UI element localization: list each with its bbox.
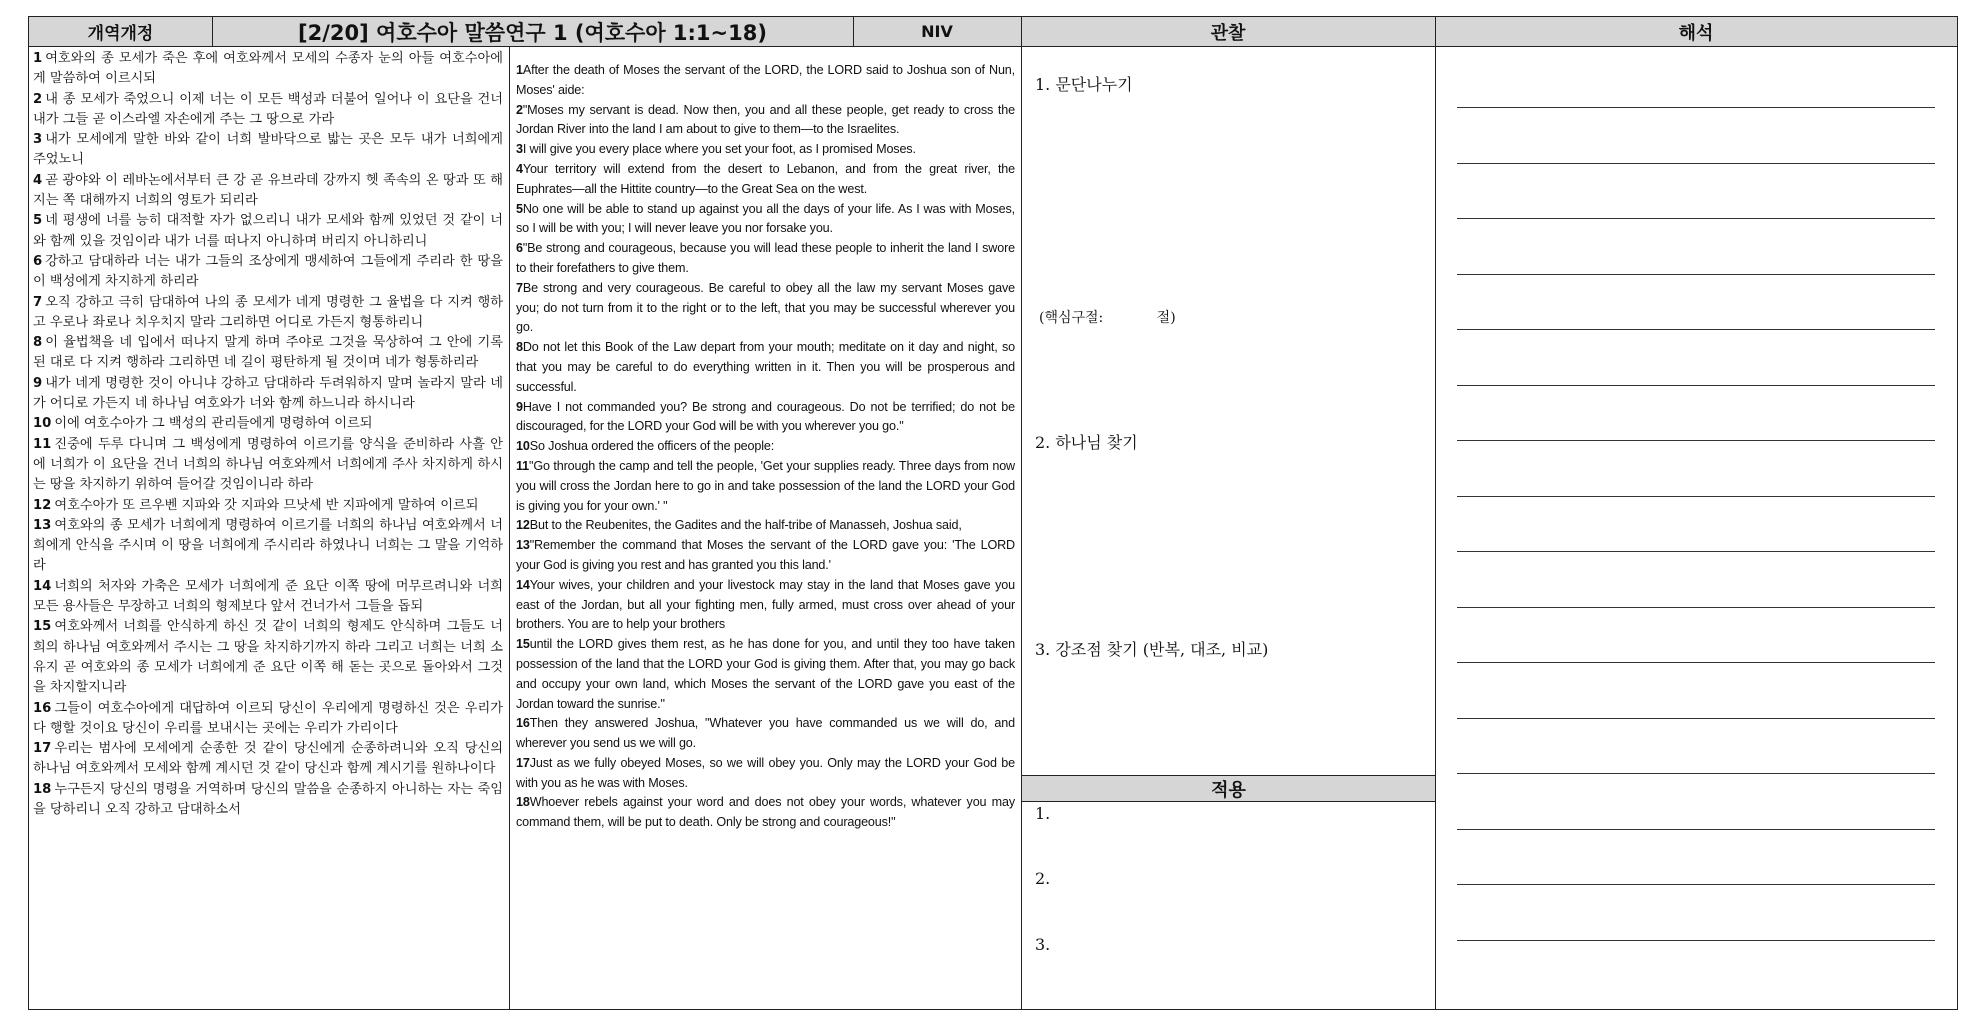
- header-version-right-text: NIV: [921, 22, 953, 41]
- korean-verse: [33, 739, 503, 780]
- niv-verse-text: I will give you every place where you set your foot, as I promised Moses.: [522, 142, 916, 157]
- niv-verse-number: 7: [516, 280, 523, 295]
- niv-verse-number: 14: [516, 577, 530, 592]
- interpretation-line: [1457, 940, 1935, 941]
- korean-verse: [33, 780, 503, 821]
- korean-verse-number: 1: [33, 51, 43, 66]
- niv-verse-number: 9: [516, 399, 523, 414]
- interpretation-line: [1457, 163, 1935, 164]
- niv-verse-number: 16: [516, 716, 530, 731]
- divider-observation-interpretation: [1435, 17, 1436, 1009]
- niv-verse-text: Just as we fully obeyed Moses, so we will obey you. Only may the LORD your God be with you as he was with Moses.: [516, 755, 1015, 790]
- interpretation-line: [1457, 218, 1935, 219]
- niv-verse-list: [516, 61, 1015, 833]
- korean-verse-number: 11: [33, 436, 52, 452]
- niv-verse-number: 11: [516, 458, 530, 473]
- header-interpretation: [1435, 17, 1957, 47]
- niv-verse: [516, 338, 1015, 397]
- niv-verse: [516, 576, 1015, 635]
- niv-verse: [516, 239, 1015, 279]
- niv-verse: [516, 140, 1015, 160]
- divider-korean-niv: [509, 47, 510, 1009]
- korean-verse-list: [33, 49, 503, 820]
- korean-verse: [33, 617, 503, 698]
- application-item-1: 1.: [1035, 804, 1051, 823]
- header-observation: [1021, 17, 1435, 47]
- niv-verse: [516, 200, 1015, 240]
- niv-verse: [516, 635, 1015, 714]
- korean-verse-text: 오직 강하고 극히 담대하여 나의 종 모세가 네게 명령한 그 율법을 다 지켜 행하고 우로나 좌로나 치우치지 말라 그리하면 어디로 가든지 형통하리니: [33, 294, 503, 330]
- header-version-right: [853, 17, 1021, 47]
- korean-verse: [33, 699, 503, 740]
- divider-niv-right: [853, 17, 854, 47]
- korean-verse: [33, 171, 503, 212]
- niv-verse-text: Be strong and very courageous. Be careful to obey all the law my servant Moses gave you; do not turn from it to the right or to the left, that you may be successful wherever you go.: [516, 280, 1015, 335]
- interpretation-line: [1457, 607, 1935, 608]
- niv-verse-number: 17: [516, 755, 530, 770]
- korean-verse: [33, 49, 503, 90]
- niv-verse: [516, 536, 1015, 576]
- korean-verse: [33, 211, 503, 252]
- korean-verse-text: 그들이 여호수아에게 대답하여 이르되 당신이 우리에게 명령하신 것은 우리가 다 행할 것이요 당신이 우리를 보내시는 곳에는 우리가 가리이다: [33, 700, 503, 736]
- niv-verse-number: 13: [516, 538, 530, 553]
- niv-verse-number: 4: [516, 161, 523, 176]
- niv-verse-text: Your wives, your children and your livestock may stay in the land that Moses gave you east of the Jordan, but all your fighting men, fully armed, must cross over ahead of your brothers. You are to help your brothers: [516, 577, 1015, 632]
- korean-verse-number: 9: [33, 375, 43, 391]
- application-header: [1022, 776, 1435, 802]
- divider-title-left: [212, 17, 213, 47]
- korean-verse-number: 7: [33, 294, 43, 310]
- niv-verse-text: "Moses my servant is dead. Now then, you and all these people, get ready to cross the Jordan River into the land I am about to give to them—to the Israelites.: [516, 102, 1015, 137]
- korean-verse-number: 17: [33, 741, 52, 757]
- korean-verse-number: 12: [33, 497, 52, 513]
- niv-verse-number: 5: [516, 201, 523, 216]
- korean-verse-number: 2: [33, 91, 43, 107]
- korean-verse: [33, 414, 503, 434]
- korean-verse: [33, 516, 503, 577]
- niv-verse-number: 2: [516, 102, 523, 117]
- korean-verse-number: 3: [33, 132, 43, 148]
- interpretation-line: [1457, 496, 1935, 497]
- interpretation-line: [1457, 551, 1935, 552]
- niv-verse-number: 18: [516, 795, 530, 810]
- niv-verse-number: 12: [516, 518, 530, 533]
- korean-text-column: [33, 49, 503, 820]
- interpretation-line: [1457, 385, 1935, 386]
- niv-verse-text: "Go through the camp and tell the people, 'Get your supplies ready. Three days from now you will cross the Jordan here to go in and take possession of the land the LORD your God is giving you for your own.' ": [516, 458, 1015, 513]
- niv-verse-text: Whoever rebels against your word and does not obey your words, whatever you may command them, will be put to death. Only be strong and courageous!": [516, 795, 1015, 830]
- niv-verse-number: 6: [516, 241, 523, 256]
- niv-text-column: [516, 61, 1015, 833]
- korean-verse-number: 8: [33, 335, 43, 351]
- observation-item-emphasis: 3. 강조점 찾기 (반복, 대조, 비교): [1035, 640, 1269, 659]
- korean-verse-number: 6: [33, 253, 43, 269]
- korean-verse-text: 이 율법책을 네 입에서 떠나지 말게 하며 주야로 그것을 묵상하여 그 안에 기록된 대로 다 지켜 행하라 그리하면 네 길이 평탄하게 될 것이며 네가 형통하리라: [33, 335, 503, 371]
- korean-verse-text: 이에 여호수아가 그 백성의 관리들에게 명령하여 이르되: [54, 416, 373, 432]
- niv-verse-text: "Remember the command that Moses the servant of the LORD gave you: 'The LORD your God is giving you rest and has granted you this land.': [516, 538, 1015, 572]
- niv-verse: [516, 61, 1015, 101]
- korean-verse-number: 10: [33, 416, 52, 432]
- korean-verse: [33, 90, 503, 131]
- page-title: [2/20] 여호수아 말씀연구 1 (여호수아 1:1~18): [298, 20, 767, 45]
- korean-verse: [33, 293, 503, 334]
- interpretation-line: [1457, 662, 1935, 663]
- header-version-left-text: 개역개정: [87, 24, 154, 44]
- header-title: [212, 17, 853, 47]
- niv-verse: [516, 398, 1015, 438]
- observation-item-paragraphs: 1. 문단나누기: [1035, 75, 1133, 94]
- korean-verse-number: 15: [33, 619, 52, 635]
- niv-verse: [516, 457, 1015, 516]
- niv-verse-text: Then they answered Joshua, "Whatever you have commanded us we will do, and wherever you send us we will go.: [516, 716, 1015, 751]
- korean-verse: [33, 130, 503, 171]
- niv-verse-number: 3: [516, 142, 523, 157]
- niv-verse: [516, 516, 1015, 536]
- korean-verse-text: 강하고 담대하라 너는 내가 그들의 조상에게 맹세하여 그들에게 주리라 한 땅을 이 백성에게 차지하게 하리라: [33, 253, 503, 290]
- niv-verse: [516, 793, 1015, 833]
- niv-verse-text: No one will be able to stand up against you all the days of your life. As I was with Moses, so I will be with you; I will never leave you nor forsake you.: [516, 201, 1015, 236]
- korean-verse: [33, 333, 503, 374]
- niv-verse-number: 15: [516, 637, 530, 652]
- observation-item-find-god: 2. 하나님 찾기: [1035, 433, 1138, 452]
- korean-verse: [33, 577, 503, 618]
- korean-verse: [33, 252, 503, 293]
- header-version-left: [29, 17, 212, 47]
- korean-verse-number: 14: [33, 578, 52, 594]
- niv-verse-text: until the LORD gives them rest, as he has done for you, and until they too have taken possession of the land that the LORD your God is giving them. After that, you may go back and occupy your own land, which Moses the servant of the LORD gave you east of the Jordan toward the sunrise.": [516, 637, 1015, 711]
- korean-verse-text: 여호와의 종 모세가 너희에게 명령하여 이르기를 너희의 하나님 여호와께서 너희에게 안식을 주시며 이 땅을 너희에게 주시리라 하였나니 너희는 그 말을 기억하라: [33, 517, 503, 574]
- application-item-2: 2.: [1035, 869, 1051, 888]
- korean-verse-number: 4: [33, 172, 43, 188]
- header-observation-text: 관찰: [1210, 22, 1246, 44]
- interpretation-line: [1457, 440, 1935, 441]
- korean-verse: [33, 496, 503, 516]
- niv-verse: [516, 437, 1015, 457]
- korean-verse: [33, 435, 503, 496]
- korean-verse-text: 여호와의 종 모세가 죽은 후에 여호와께서 모세의 수종자 눈의 아들 여호수아에게 말씀하여 이르시되: [33, 51, 503, 87]
- interpretation-line: [1457, 829, 1935, 830]
- application-title: 적용: [1211, 779, 1246, 801]
- korean-verse-text: 진중에 두루 다니며 그 백성에게 명령하여 이르기를 양식을 준비하라 사흘 안에 너희가 이 요단을 건너 너희의 하나님 여호와께서 너희에게 주사 차지하게 하시는 땅을 차지하기 위하여 들어갈 것임이니라 하라: [33, 436, 503, 493]
- niv-verse-text: Do not let this Book of the Law depart from your mouth; meditate on it day and night, so that you may be careful to do everything written in it. Then you will be prosperous and successful.: [516, 340, 1015, 394]
- korean-verse-text: 내가 모세에게 말한 바와 같이 너희 발바닥으로 밟는 곳은 모두 내가 너희에게 주었노니: [33, 132, 503, 168]
- interpretation-line: [1457, 718, 1935, 719]
- korean-verse-text: 곧 광야와 이 레바논에서부터 큰 강 곧 유브라데 강까지 헷 족속의 온 땅과 또 해 지는 쪽 대해까지 너희의 영토가 되리라: [33, 172, 503, 209]
- korean-verse-text: 여호수아가 또 르우벤 지파와 갓 지파와 므낫세 반 지파에게 말하여 이르되: [54, 497, 479, 513]
- korean-verse-text: 내 종 모세가 죽었으니 이제 너는 이 모든 백성과 더불어 일어나 이 요단을 건너 내가 그들 곧 이스라엘 자손에게 주는 그 땅으로 가라: [33, 91, 503, 127]
- korean-verse-number: 5: [33, 213, 43, 229]
- worksheet: [28, 16, 1958, 1010]
- niv-verse-text: "Be strong and courageous, because you will lead these people to inherit the land I swore to their forefathers to give them.: [516, 241, 1015, 275]
- niv-verse: [516, 754, 1015, 794]
- niv-verse-text: Your territory will extend from the desert to Lebanon, and from the great river, the Euphrates—all the Hittite country—to the Great Sea on the west.: [516, 161, 1015, 196]
- korean-verse-text: 여호와께서 너희를 안식하게 하신 것 같이 너희의 형제도 안식하며 그들도 너희의 하나님 여호와께서 주시는 그 땅을 차지하기까지 하라 그리고 너희는 너희 소유지 곧 여호와의 종 모세가 너희에게 준 요단 이쪽 해 돋는 곳으로 돌아와서 그것을 차지할지니라: [33, 619, 503, 696]
- application-item-3: 3.: [1035, 935, 1051, 954]
- niv-verse-text: After the death of Moses the servant of the LORD, the LORD said to Joshua son of Nun, Moses' aide:: [516, 63, 1015, 97]
- niv-verse: [516, 279, 1015, 338]
- niv-verse-number: 1: [516, 63, 523, 77]
- niv-verse-text: But to the Reubenites, the Gadites and the half-tribe of Manasseh, Joshua said,: [529, 518, 962, 533]
- interpretation-line: [1457, 329, 1935, 330]
- korean-verse-text: 우리는 범사에 모세에게 순종한 것 같이 당신에게 순종하려니와 오직 당신의 하나님 여호와께서 모세와 함께 계시던 것 같이 당신과 함께 계시기를 원하나이다: [33, 741, 503, 777]
- korean-verse-text: 너희의 처자와 가축은 모세가 너희에게 준 요단 이쪽 땅에 머무르려니와 너희 모든 용사들은 무장하고 너희의 형제보다 앞서 건너가서 그들을 돕되: [33, 578, 503, 615]
- interpretation-line: [1457, 274, 1935, 275]
- niv-verse: [516, 101, 1015, 141]
- korean-verse-number: 18: [33, 781, 52, 797]
- interpretation-line: [1457, 773, 1935, 774]
- korean-verse-number: 13: [33, 517, 52, 533]
- niv-verse-number: 8: [516, 340, 523, 355]
- korean-verse: [33, 374, 503, 415]
- header-interpretation-text: 해석: [1678, 22, 1714, 44]
- korean-verse-text: 네 평생에 너를 능히 대적할 자가 없으리니 내가 모세와 함께 있었던 것 같이 너와 함께 있을 것임이라 내가 너를 떠나지 아니하며 버리지 아니하리니: [33, 213, 503, 249]
- korean-verse-text: 누구든지 당신의 명령을 거역하며 당신의 말씀을 순종하지 아니하는 자는 죽임을 당하리니 오직 강하고 담대하소서: [33, 781, 503, 817]
- interpretation-line: [1457, 884, 1935, 885]
- niv-verse-number: 10: [516, 439, 530, 454]
- korean-verse-text: 내가 네게 명령한 것이 아니냐 강하고 담대하라 두려워하지 말며 놀라지 말라 네가 어디로 가든지 네 하나님 여호와가 너와 함께 하느니라 하시니라: [33, 375, 503, 412]
- divider-niv-observation: [1021, 17, 1022, 1009]
- niv-verse: [516, 160, 1015, 200]
- interpretation-line: [1457, 107, 1935, 108]
- observation-key-verse: (핵심구절: 절): [1039, 310, 1176, 326]
- niv-verse-text: Have I not commanded you? Be strong and courageous. Do not be terrified; do not be discouraged, for the LORD your God will be with you wherever you go.": [516, 399, 1015, 434]
- niv-verse-text: So Joshua ordered the officers of the people:: [529, 439, 775, 454]
- niv-verse: [516, 714, 1015, 754]
- korean-verse-number: 16: [33, 700, 52, 716]
